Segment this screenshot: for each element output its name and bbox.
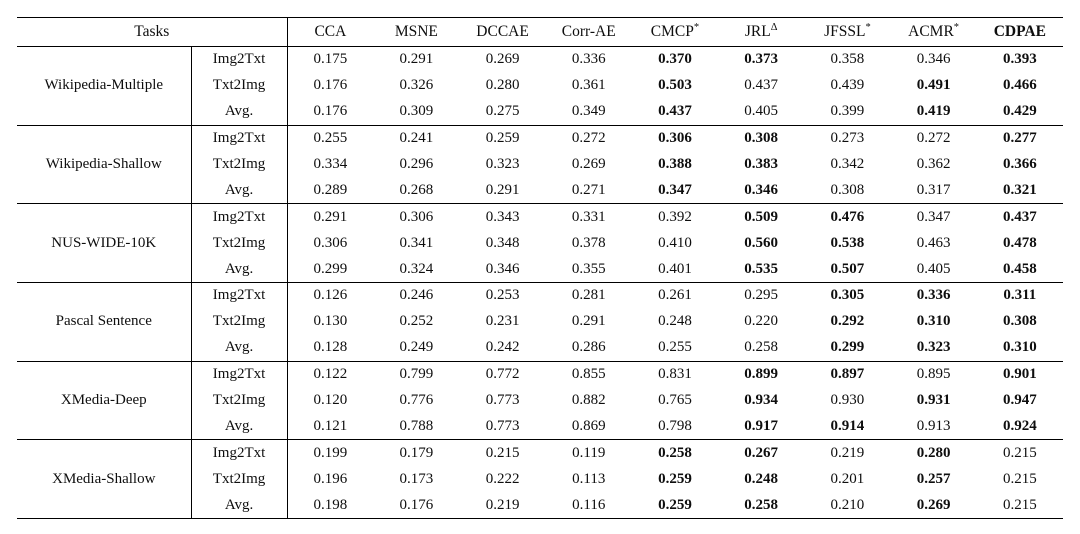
value-cell: 0.289 [313,181,348,198]
value-cell: 0.175 [287,47,373,73]
value-cell: 0.535 [744,260,779,277]
method-header: DCCAE [459,18,545,47]
value-cell: 0.255 [658,339,692,356]
value-cell: 0.773 [485,392,520,409]
value-cell: 0.346 [744,181,779,198]
value-cell: 0.373 [718,47,804,73]
value-cell: 0.331 [546,204,632,230]
value-cell: 0.437 [977,204,1063,230]
value-cell: 0.437 [658,103,692,120]
value-cell: 0.269 [916,496,951,513]
value-cell: 0.310 [1002,339,1037,356]
value-cell: 0.349 [571,103,606,120]
value-cell: 0.259 [658,470,692,487]
value-cell: 0.268 [399,181,434,198]
value-cell: 0.463 [916,234,951,251]
value-cell: 0.215 [977,440,1063,466]
value-cell: 0.361 [571,77,606,94]
value-cell: 0.222 [485,470,520,487]
value-cell: 0.401 [658,260,692,277]
value-cell: 0.478 [1002,234,1037,251]
value-cell: 0.383 [744,156,779,172]
dataset-cell: XMedia-Deep [17,361,191,440]
value-cell: 0.291 [373,47,459,73]
value-cell: 0.269 [571,156,606,172]
task-cell: Txt2Img [191,152,287,178]
value-cell: 0.362 [916,156,951,172]
method-superscript: * [953,21,960,33]
value-cell: 0.295 [718,283,804,309]
value-cell: 0.277 [977,125,1063,151]
value-cell: 0.897 [804,361,890,387]
tasks-header: Tasks [17,18,287,47]
value-cell: 0.259 [658,496,692,513]
task-cell: Img2Txt [191,283,287,309]
value-cell: 0.291 [287,204,373,230]
value-cell: 0.275 [485,103,520,120]
value-cell: 0.116 [572,496,606,513]
value-cell: 0.119 [546,440,632,466]
results-table [17,17,1063,519]
task-cell: Avg. [191,177,287,203]
value-cell: 0.346 [485,260,520,277]
value-cell: 0.308 [1002,313,1037,330]
value-cell: 0.130 [313,313,348,330]
value-cell: 0.286 [571,339,606,356]
task-cell: Avg. [191,256,287,282]
value-cell: 0.321 [1002,181,1037,198]
value-cell: 0.306 [373,204,459,230]
value-cell: 0.899 [718,361,804,387]
value-cell: 0.405 [916,260,951,277]
task-cell: Avg. [191,335,287,361]
value-cell: 0.324 [399,260,434,277]
task-cell: Txt2Img [191,388,287,414]
value-cell: 0.931 [916,392,951,409]
value-cell: 0.291 [571,313,606,330]
value-cell: 0.258 [632,440,718,466]
task-cell: Img2Txt [191,361,287,387]
value-cell: 0.121 [313,417,348,434]
task-cell: Img2Txt [191,440,287,466]
method-header: Corr-AE [546,18,632,47]
value-cell: 0.248 [658,313,692,330]
value-cell: 0.113 [572,470,606,487]
value-cell: 0.280 [485,77,520,94]
value-cell: 0.439 [830,77,865,94]
value-cell: 0.306 [632,125,718,151]
value-cell: 0.201 [830,470,865,487]
method-header: CDPAE [977,18,1063,47]
task-cell: Avg. [191,413,287,439]
value-cell: 0.458 [1002,260,1037,277]
table-row [17,440,1063,466]
table-row [17,47,1063,73]
value-cell: 0.924 [1002,417,1037,434]
value-cell: 0.242 [485,339,520,356]
value-cell: 0.323 [485,156,520,172]
value-cell: 0.246 [373,283,459,309]
value-cell: 0.507 [830,260,865,277]
value-cell: 0.347 [658,181,692,198]
value-cell: 0.249 [399,339,434,356]
value-cell: 0.261 [632,283,718,309]
value-cell: 0.317 [916,181,951,198]
table-row [17,283,1063,309]
value-cell: 0.930 [830,392,865,409]
value-cell: 0.419 [916,103,951,120]
task-cell: Img2Txt [191,204,287,230]
value-cell: 0.429 [1002,103,1037,120]
value-cell: 0.272 [890,125,976,151]
task-cell: Txt2Img [191,73,287,99]
value-cell: 0.219 [804,440,890,466]
value-cell: 0.560 [744,234,779,251]
results-table-container [17,17,1063,519]
value-cell: 0.280 [890,440,976,466]
value-cell: 0.346 [890,47,976,73]
value-cell: 0.798 [658,417,692,434]
value-cell: 0.466 [1002,77,1037,94]
method-superscript: * [865,21,871,33]
value-cell: 0.220 [744,313,779,330]
value-cell: 0.179 [373,440,459,466]
dataset-cell: Wikipedia-Shallow [17,125,191,204]
value-cell: 0.267 [718,440,804,466]
value-cell: 0.122 [287,361,373,387]
value-cell: 0.799 [373,361,459,387]
value-cell: 0.913 [916,417,951,434]
value-cell: 0.258 [744,496,779,513]
value-cell: 0.309 [399,103,434,120]
table-row [17,204,1063,230]
method-header: CMCP* [632,18,718,47]
table-row [17,125,1063,151]
value-cell: 0.176 [399,496,434,513]
value-cell: 0.252 [399,313,434,330]
value-cell: 0.342 [830,156,865,172]
value-cell: 0.855 [546,361,632,387]
value-cell: 0.215 [459,440,545,466]
value-cell: 0.366 [1002,156,1037,172]
value-cell: 0.308 [830,181,865,198]
value-cell: 0.210 [830,496,865,513]
value-cell: 0.503 [658,77,692,94]
value-cell: 0.934 [744,392,779,409]
value-cell: 0.291 [485,181,520,198]
value-cell: 0.370 [632,47,718,73]
dataset-cell: XMedia-Shallow [17,440,191,519]
value-cell: 0.299 [313,260,348,277]
task-cell: Img2Txt [191,47,287,73]
value-cell: 0.305 [804,283,890,309]
dataset-cell: Pascal Sentence [17,283,191,362]
task-cell: Txt2Img [191,309,287,335]
method-header: MSNE [373,18,459,47]
value-cell: 0.273 [804,125,890,151]
value-cell: 0.393 [977,47,1063,73]
value-cell: 0.788 [399,417,434,434]
value-cell: 0.776 [399,392,434,409]
method-superscript: * [693,21,700,33]
value-cell: 0.323 [916,339,951,356]
value-cell: 0.392 [632,204,718,230]
value-cell: 0.358 [804,47,890,73]
value-cell: 0.272 [546,125,632,151]
value-cell: 0.219 [485,496,520,513]
value-cell: 0.306 [313,234,348,251]
task-cell: Avg. [191,492,287,518]
task-cell: Txt2Img [191,466,287,492]
value-cell: 0.410 [658,234,692,251]
value-cell: 0.281 [546,283,632,309]
value-cell: 0.476 [804,204,890,230]
value-cell: 0.248 [744,470,779,487]
value-cell: 0.336 [546,47,632,73]
task-cell: Avg. [191,99,287,125]
value-cell: 0.299 [830,339,865,356]
value-cell: 0.231 [485,313,520,330]
value-cell: 0.326 [399,77,434,94]
value-cell: 0.348 [485,234,520,251]
value-cell: 0.882 [571,392,606,409]
value-cell: 0.491 [916,77,951,94]
value-cell: 0.296 [399,156,434,172]
task-cell: Img2Txt [191,125,287,151]
dataset-cell: NUS-WIDE-10K [17,204,191,283]
value-cell: 0.405 [744,103,779,120]
value-cell: 0.120 [313,392,348,409]
value-cell: 0.399 [830,103,865,120]
value-cell: 0.199 [287,440,373,466]
method-header: ACMR* [890,18,976,47]
value-cell: 0.336 [890,283,976,309]
value-cell: 0.257 [916,470,951,487]
value-cell: 0.128 [313,339,348,356]
value-cell: 0.869 [571,417,606,434]
value-cell: 0.509 [718,204,804,230]
value-cell: 0.176 [313,77,348,94]
value-cell: 0.341 [399,234,434,251]
value-cell: 0.176 [313,103,348,120]
value-cell: 0.271 [571,181,606,198]
value-cell: 0.308 [718,125,804,151]
value-cell: 0.259 [459,125,545,151]
method-header: CCA [287,18,373,47]
value-cell: 0.355 [571,260,606,277]
value-cell: 0.437 [744,77,779,94]
value-cell: 0.773 [485,417,520,434]
table-row [17,361,1063,387]
value-cell: 0.215 [1002,496,1037,513]
value-cell: 0.253 [459,283,545,309]
value-cell: 0.196 [313,470,348,487]
value-cell: 0.310 [916,313,951,330]
value-cell: 0.198 [313,496,348,513]
value-cell: 0.347 [890,204,976,230]
method-header: JFSSL* [804,18,890,47]
method-header: $JRL^\Delta$ [718,18,804,47]
header-row [17,18,1063,47]
task-cell: Txt2Img [191,230,287,256]
value-cell: 0.831 [632,361,718,387]
value-cell: 0.378 [571,234,606,251]
value-cell: 0.901 [977,361,1063,387]
value-cell: 0.173 [399,470,434,487]
value-cell: 0.388 [658,156,692,172]
value-cell: 0.258 [744,339,779,356]
value-cell: 0.914 [830,417,865,434]
value-cell: 0.947 [1002,392,1037,409]
value-cell: 0.215 [1002,470,1037,487]
value-cell: 0.895 [890,361,976,387]
value-cell: 0.343 [459,204,545,230]
value-cell: 0.269 [459,47,545,73]
value-cell: 0.765 [658,392,692,409]
method-superscript: Δ [770,21,778,33]
value-cell: 0.334 [313,156,348,172]
dataset-cell: Wikipedia-Multiple [17,47,191,126]
value-cell: 0.538 [830,234,865,251]
value-cell: 0.255 [287,125,373,151]
value-cell: 0.772 [459,361,545,387]
value-cell: 0.241 [373,125,459,151]
value-cell: 0.917 [744,417,779,434]
value-cell: 0.292 [830,313,865,330]
value-cell: 0.126 [287,283,373,309]
value-cell: 0.311 [977,283,1063,309]
